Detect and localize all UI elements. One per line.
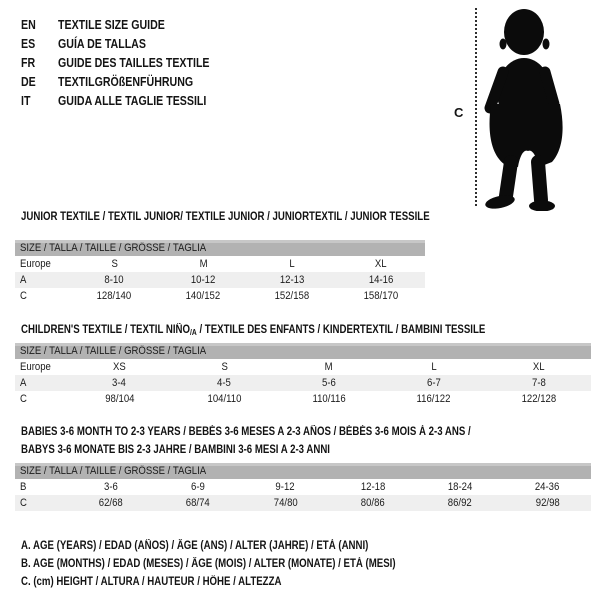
language-label xyxy=(58,35,161,53)
language-code-text: ES xyxy=(21,36,36,51)
table-cell xyxy=(67,391,172,407)
size-header-row xyxy=(15,343,591,359)
language-code-text: FR xyxy=(21,55,36,70)
footnote-text: C. (cm) HEIGHT / ALTURA / HAUTEUR / HÖHE / ALTEZZA xyxy=(21,576,282,588)
table-cell xyxy=(277,391,382,407)
table-cell xyxy=(242,479,329,495)
language-code xyxy=(21,73,58,91)
table-cell xyxy=(67,359,172,375)
language-code xyxy=(21,16,58,34)
cell-text: A xyxy=(20,274,27,286)
size-header-cell xyxy=(15,463,591,479)
children-title-suffix: / TEXTILE DES ENFANTS / KINDERTEXTIL / BAMBINI TESSILE xyxy=(196,324,486,336)
table-cell xyxy=(329,479,416,495)
table-row xyxy=(15,479,591,495)
cell-text: 3-4 xyxy=(112,377,127,389)
babies-size-table xyxy=(15,463,591,511)
cell-text: 6-9 xyxy=(191,481,205,493)
table-cell xyxy=(15,391,67,407)
table-cell xyxy=(15,272,70,288)
cell-text: 14-16 xyxy=(368,274,393,286)
table-cell xyxy=(486,391,591,407)
table-cell xyxy=(159,288,248,304)
cell-text: S xyxy=(220,361,228,373)
language-row-it xyxy=(21,91,236,110)
cell-text: 6-7 xyxy=(426,377,441,389)
table-cell xyxy=(248,288,337,304)
cell-text: 12-18 xyxy=(360,481,385,493)
language-guide-list xyxy=(21,15,236,110)
language-row-fr xyxy=(21,53,236,72)
table-row xyxy=(15,359,591,375)
junior-size-table xyxy=(15,240,425,304)
table-cell xyxy=(70,288,159,304)
table-cell xyxy=(248,272,337,288)
table-cell xyxy=(67,479,154,495)
table-cell xyxy=(486,359,591,375)
cell-text: Europe xyxy=(20,361,51,373)
cell-text: B xyxy=(20,481,27,493)
table-cell xyxy=(416,495,503,511)
cell-text: L xyxy=(431,361,437,373)
children-size-table xyxy=(15,343,591,407)
cell-text: C xyxy=(20,393,27,405)
cell-text: 4-5 xyxy=(217,377,232,389)
table-cell xyxy=(154,495,241,511)
language-code-text: DE xyxy=(21,74,36,89)
height-measure-label: C xyxy=(454,105,464,120)
table-cell xyxy=(154,479,241,495)
table-cell xyxy=(67,375,172,391)
footnote-text: B. AGE (MONTHS) / EDAD (MESES) / ÂGE (MOIS) / ALTER (MONATE) / ETÀ (MESI) xyxy=(21,558,396,570)
babies-section-title-line1: BABIES 3-6 MONTH TO 2-3 YEARS / BEBÉS 3-6 MESES A 2-3 AÑOS / BÉBÉS 3-6 MOIS À 2-3 ANS / xyxy=(21,426,471,438)
children-title-sub: /A xyxy=(190,328,197,337)
table-cell xyxy=(416,479,503,495)
cell-text: C xyxy=(20,497,27,509)
table-cell xyxy=(336,272,425,288)
cell-text: XL xyxy=(532,361,545,373)
table-cell xyxy=(159,272,248,288)
table-row xyxy=(15,256,425,272)
table-row xyxy=(15,272,425,288)
table-cell xyxy=(15,288,70,304)
cell-text: 7-8 xyxy=(531,377,546,389)
cell-text: Europe xyxy=(20,258,51,270)
cell-text: 152/158 xyxy=(274,290,310,302)
footnote-a xyxy=(21,536,467,554)
cell-text: 24-36 xyxy=(535,481,560,493)
table-row xyxy=(15,391,591,407)
cell-text: 80/86 xyxy=(360,497,385,509)
table-row xyxy=(15,495,591,511)
language-label xyxy=(58,73,217,91)
cell-text: 3-6 xyxy=(103,481,118,493)
cell-text: 18-24 xyxy=(447,481,473,493)
footnote-c xyxy=(21,572,467,590)
language-label xyxy=(58,54,236,72)
cell-text: 5-6 xyxy=(322,377,336,389)
size-header-text: SIZE / TALLA / TAILLE / GRÖSSE / TAGLIA xyxy=(20,465,207,477)
table-row xyxy=(15,288,425,304)
cell-text: 122/128 xyxy=(521,393,556,405)
cell-text: 92/98 xyxy=(535,497,560,509)
size-header-cell xyxy=(15,240,425,256)
cell-text: S xyxy=(111,258,118,270)
table-cell xyxy=(336,256,425,272)
table-cell xyxy=(67,495,154,511)
table-cell xyxy=(172,391,277,407)
cell-text: 86/92 xyxy=(447,497,472,509)
table-cell xyxy=(242,495,329,511)
footnotes xyxy=(21,536,467,590)
cell-text: 128/140 xyxy=(97,290,132,302)
footnote-text: A. AGE (YEARS) / EDAD (AÑOS) / ÂGE (ANS) / ALTER (JAHRE) / ETÀ (ANNI) xyxy=(21,540,369,552)
language-label-text: TEXTILGRÖßENFÜHRUNG xyxy=(58,74,194,89)
language-row-de xyxy=(21,72,236,91)
table-cell xyxy=(381,391,486,407)
table-cell xyxy=(329,495,416,511)
cell-text: A xyxy=(20,377,27,389)
cell-text: L xyxy=(289,258,295,270)
table-cell xyxy=(277,375,382,391)
cell-text: 12-13 xyxy=(279,274,305,286)
cell-text: 74/80 xyxy=(273,497,298,509)
language-code xyxy=(21,92,58,110)
table-cell xyxy=(277,359,382,375)
language-label-text: GUÍA DE TALLAS xyxy=(58,36,146,51)
cell-text: 10-12 xyxy=(190,274,216,286)
language-row-es xyxy=(21,34,236,53)
language-code-text: EN xyxy=(21,17,36,32)
cell-text: 9-12 xyxy=(275,481,295,493)
size-header-text: SIZE / TALLA / TAILLE / GRÖSSE / TAGLIA xyxy=(20,345,207,357)
table-cell xyxy=(15,479,67,495)
table-cell xyxy=(15,495,67,511)
footnote-b xyxy=(21,554,467,572)
table-cell xyxy=(15,359,67,375)
children-section-title xyxy=(21,324,485,336)
table-cell xyxy=(336,288,425,304)
babies-section-title-line2: BABYS 3-6 MONATE BIS 2-3 JAHRE / BAMBINI 3-6 MESI A 2-3 ANNI xyxy=(21,444,330,456)
toddler-silhouette xyxy=(477,6,577,211)
size-header-cell xyxy=(15,343,591,359)
size-header-row xyxy=(15,463,591,479)
cell-text: 98/104 xyxy=(104,393,135,405)
language-label xyxy=(58,92,233,110)
cell-text: 8-10 xyxy=(104,274,124,286)
language-label-text: TEXTILE SIZE GUIDE xyxy=(58,17,165,32)
size-header-row xyxy=(15,240,425,256)
language-label-text: GUIDE DES TAILLES TEXTILE xyxy=(58,55,210,70)
cell-text: 158/170 xyxy=(363,290,398,302)
children-title-prefix: CHILDREN'S TEXTILE / TEXTIL NIÑO xyxy=(21,324,191,336)
table-cell xyxy=(159,256,248,272)
cell-text: 68/74 xyxy=(186,497,210,509)
table-cell xyxy=(504,495,591,511)
table-cell xyxy=(172,375,277,391)
table-cell xyxy=(70,272,159,288)
table-cell xyxy=(15,256,70,272)
language-code xyxy=(21,35,58,53)
cell-text: 104/110 xyxy=(207,393,242,405)
size-header-text: SIZE / TALLA / TAILLE / GRÖSSE / TAGLIA xyxy=(20,242,207,254)
cell-text: 110/116 xyxy=(312,393,346,405)
language-code xyxy=(21,54,58,72)
table-cell xyxy=(486,375,591,391)
junior-section-title: JUNIOR TEXTILE / TEXTIL JUNIOR/ TEXTILE JUNIOR / JUNIORTEXTIL / JUNIOR TESSILE xyxy=(21,211,430,223)
language-label xyxy=(58,16,184,34)
language-code-text: IT xyxy=(21,93,31,108)
table-cell xyxy=(248,256,337,272)
cell-text: XL xyxy=(374,258,387,270)
cell-text: XS xyxy=(113,361,126,373)
cell-text: M xyxy=(325,361,333,373)
table-row xyxy=(15,375,591,391)
language-label-text: GUIDA ALLE TAGLIE TESSILI xyxy=(58,93,207,108)
cell-text: 140/152 xyxy=(185,290,221,302)
table-cell xyxy=(504,479,591,495)
table-cell xyxy=(381,359,486,375)
table-cell xyxy=(70,256,159,272)
cell-text: M xyxy=(199,258,208,270)
table-cell xyxy=(172,359,277,375)
cell-text: C xyxy=(20,290,27,302)
cell-text: 116/122 xyxy=(416,393,451,405)
cell-text: 62/68 xyxy=(98,497,123,509)
language-row-en xyxy=(21,15,236,34)
table-cell xyxy=(15,375,67,391)
table-cell xyxy=(381,375,486,391)
